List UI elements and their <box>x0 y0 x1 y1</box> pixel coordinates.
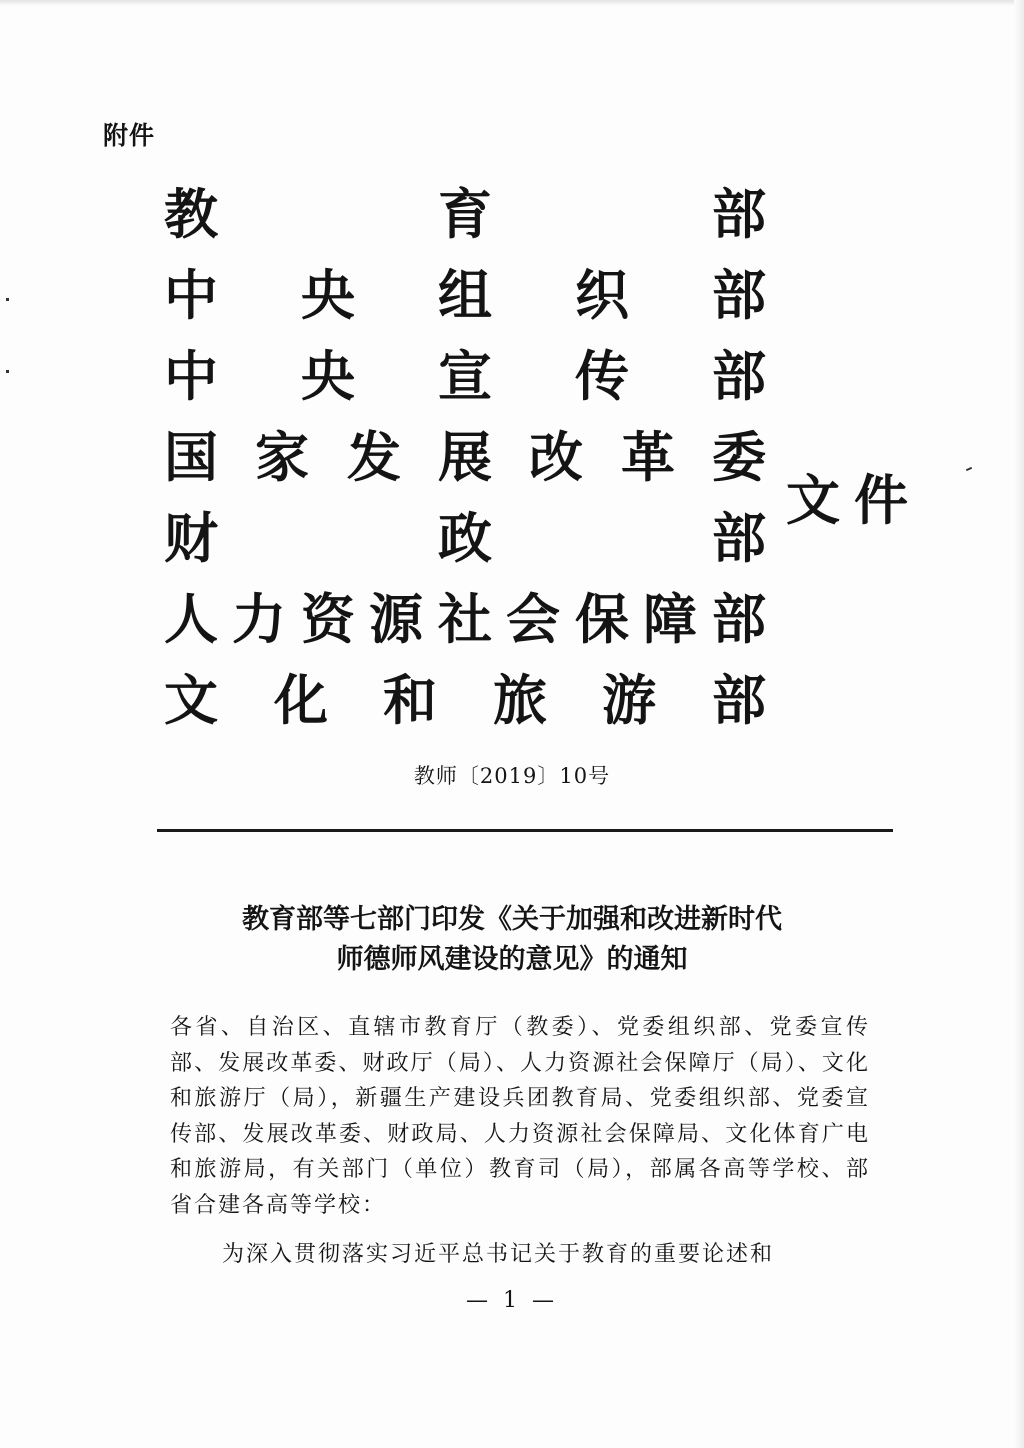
issuer-char: 源 <box>369 587 423 651</box>
scan-edge <box>0 0 1024 6</box>
issuer-char: 织 <box>575 263 629 327</box>
title-line-2: 师德师风建设的意见》的通知 <box>336 944 688 975</box>
issuer-char: 央 <box>301 263 355 327</box>
document-number: 教师〔2019〕10号 <box>413 764 611 788</box>
body-paragraph: 为深入贯彻落实习近平总书记关于教育的重要论述和 <box>222 1242 775 1267</box>
issuer-char: 旅 <box>493 668 547 732</box>
issuer-row <box>164 340 944 421</box>
issuer-char: 革 <box>621 425 675 489</box>
document-type-suffix: 文件 <box>786 468 922 532</box>
issuer-char: 中 <box>164 263 218 327</box>
issuer-name <box>164 340 764 412</box>
addressee-paragraph: 各省、自治区、直辖市教育厅（教委）、党委组织部、党委宣传部、发展改革委、财政厅（局）、人力资源社会保障厅（局）、文化和旅游厅（局），新疆生产建设兵团教育局、党委组织部、党委宣传部、发展改革委、财政局、人力资源社会保障局、文化体育广电和旅游局，有关部门（单位）教育司（局），部属各高等学校、部省合建各高等学校： <box>170 1015 870 1218</box>
issuer-char: 展 <box>438 425 492 489</box>
document-title <box>0 900 1024 980</box>
issuer-char: 人 <box>164 587 218 651</box>
issuer-name <box>164 178 764 250</box>
issuer-char: 委 <box>712 425 766 489</box>
issuer-char: 力 <box>232 587 286 651</box>
issuer-char: 育 <box>438 182 492 246</box>
issuer-char: 部 <box>712 506 766 570</box>
issuer-row <box>164 583 944 664</box>
issuer-char: 游 <box>602 668 656 732</box>
issuer-char: 部 <box>712 587 766 651</box>
issuer-char: 政 <box>438 506 492 570</box>
page-number: — 1 — <box>466 1288 558 1313</box>
issuer-char: 组 <box>438 263 492 327</box>
issuer-char: 社 <box>438 587 492 651</box>
issuer-name <box>164 421 764 493</box>
issuer-char: 教 <box>164 182 218 246</box>
issuer-row <box>164 178 944 259</box>
issuer-char: 发 <box>347 425 401 489</box>
issuer-char: 宣 <box>438 344 492 408</box>
issuer-char: 部 <box>712 668 766 732</box>
scan-speck <box>6 370 9 373</box>
scan-speck <box>966 467 972 471</box>
issuer-char: 文 <box>164 668 218 732</box>
issuer-name <box>164 583 764 655</box>
issuer-char: 部 <box>712 344 766 408</box>
issuer-name <box>164 502 764 574</box>
issuer-char: 中 <box>164 344 218 408</box>
issuer-char: 传 <box>575 344 629 408</box>
issuer-char: 国 <box>164 425 218 489</box>
header-divider-line <box>157 829 893 832</box>
issuer-char: 资 <box>301 587 355 651</box>
issuer-name <box>164 664 764 736</box>
issuer-char: 改 <box>529 425 583 489</box>
attachment-label: 附件 <box>103 121 156 150</box>
issuer-char: 障 <box>643 587 697 651</box>
issuer-char: 会 <box>506 587 560 651</box>
scan-speck <box>6 298 9 301</box>
issuer-row <box>164 664 944 745</box>
issuer-char: 部 <box>712 182 766 246</box>
issuer-char: 保 <box>575 587 629 651</box>
issuer-row <box>164 259 944 340</box>
issuing-agencies-block <box>164 178 944 745</box>
issuer-char: 部 <box>712 263 766 327</box>
issuer-char: 财 <box>164 506 218 570</box>
issuer-char: 央 <box>301 344 355 408</box>
scan-edge <box>1014 0 1024 1448</box>
title-line-1: 教育部等七部门印发《关于加强和改进新时代 <box>242 904 782 935</box>
issuer-char: 化 <box>274 668 328 732</box>
issuer-char: 家 <box>255 425 309 489</box>
issuer-name <box>164 259 764 331</box>
issuer-char: 和 <box>383 668 437 732</box>
